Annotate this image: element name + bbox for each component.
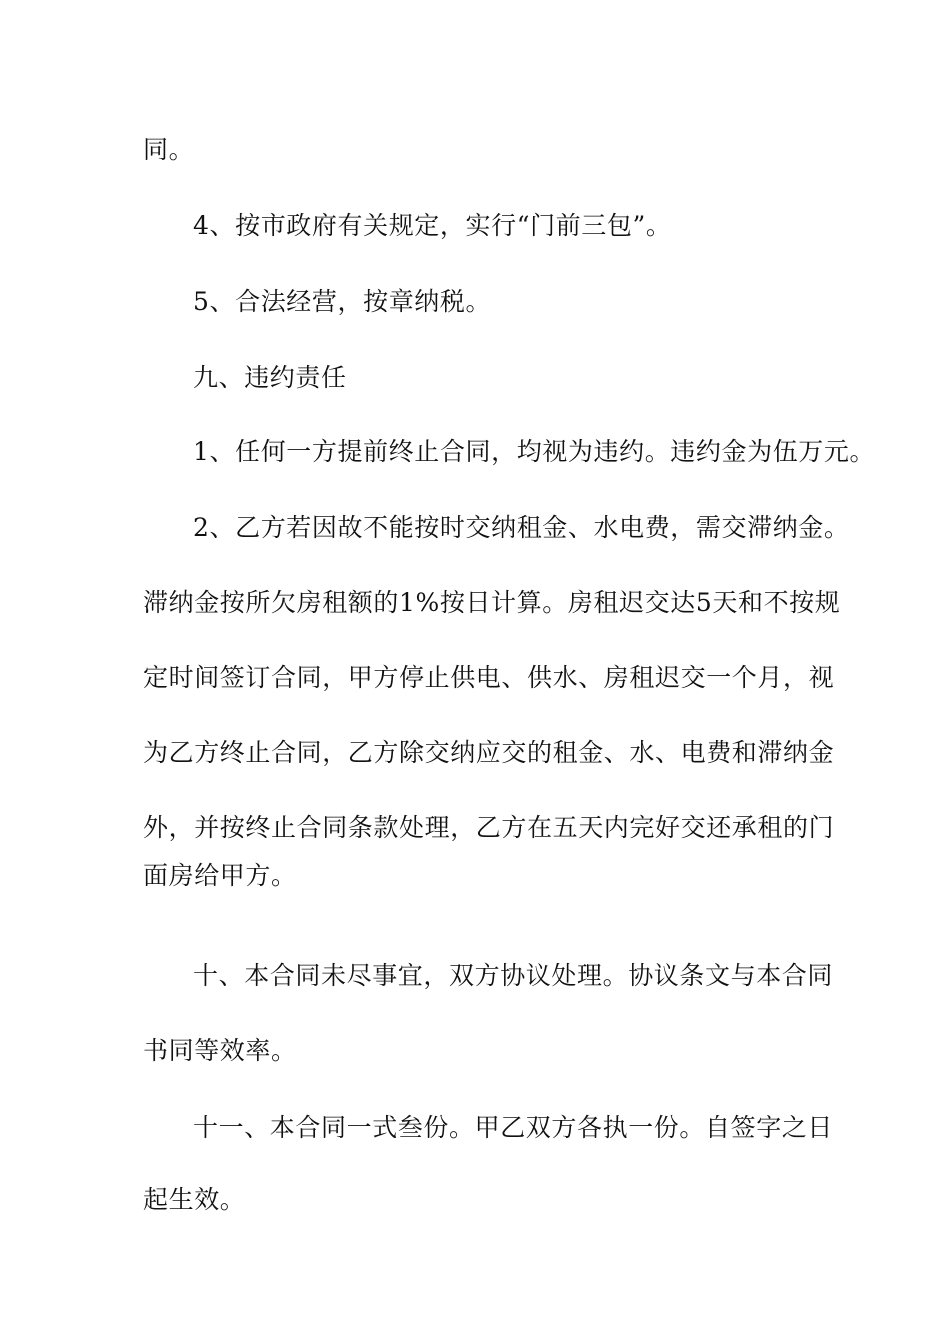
text-line: 为乙方终止合同，乙方除交纳应交的租金、水、电费和滞纳金 — [143, 738, 835, 767]
text-line: 定时间签订合同，甲方停止供电、供水、房租迟交一个月，视 — [143, 663, 835, 692]
text-line: 同。 — [143, 135, 195, 164]
text-line: 2、乙方若因故不能按时交纳租金、水电费，需交滞纳金。 — [193, 513, 850, 542]
text-line: 4、按市政府有关规定，实行“门前三包”。 — [193, 211, 672, 240]
text-line: 外，并按终止合同条款处理，乙方在五天内完好交还承租的门 — [143, 813, 835, 842]
text-line: 起生效。 — [143, 1185, 246, 1214]
text-line: 十一、本合同一式叁份。甲乙双方各执一份。自签字之日 — [193, 1113, 834, 1142]
section-heading: 九、违约责任 — [193, 363, 347, 392]
text-line: 5、合法经营，按章纳税。 — [193, 287, 492, 316]
text-line: 面房给甲方。 — [143, 861, 297, 890]
text-line: 1、任何一方提前终止合同，均视为违约。违约金为伍万元。 — [193, 437, 876, 466]
text-line: 滞纳金按所欠房租额的1%按日计算。房租迟交达5天和不按规 — [143, 588, 841, 617]
text-line: 书同等效率。 — [143, 1036, 297, 1065]
text-line: 十、本合同未尽事宜，双方协议处理。协议条文与本合同 — [193, 961, 834, 990]
